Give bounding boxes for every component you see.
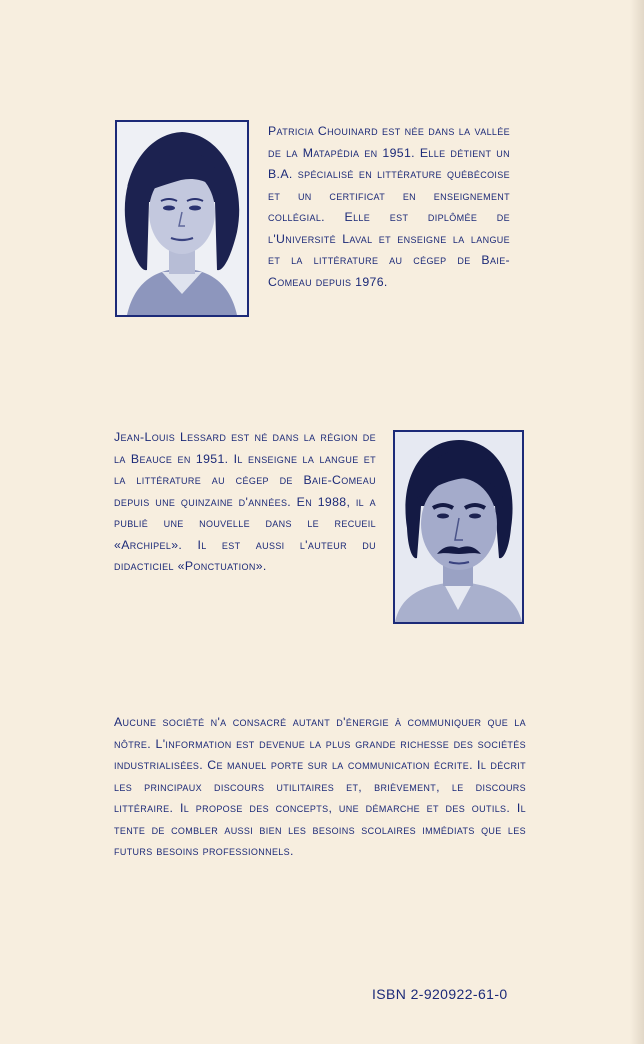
- author2-bio: [114, 427, 376, 578]
- author2-photo: [393, 430, 524, 624]
- book-summary-text: Aucune société n'a consacré autant d'énergie à communiquer que la nôtre. L'information est devenue la plus grande richesse des sociétés industrialisées. Ce manuel porte sur la communication écrite. Il décrit les principaux discours utilitaires et, brièvement, le discours littéraire. Il propose des concepts, une démarche et des outils. Il tente de combler aussi bien les besoins scolaires immédiats que les futurs besoins professionnels.: [114, 715, 526, 858]
- author1-bio: [268, 121, 510, 293]
- isbn: ISBN 2-920922-61-0: [372, 986, 508, 1002]
- author1-photo: [115, 120, 249, 317]
- author2-bio-text: Jean-Louis Lessard est né dans la région de la Beauce en 1951. Il enseigne la langue et la littérature au cégep de Baie-Comeau depuis une quinzaine d'années. En 1988, il a publié une nouvelle dans le recueil «Archipel». Il est aussi l'auteur du didacticiel «Ponctuation».: [114, 430, 376, 573]
- author1-bio-text: Patricia Chouinard est née dans la vallée de la Matapédia en 1951. Elle détient un B.A. spécialisé en littérature québécoise et un certificat en enseignement collégial. Elle est diplômée de l'Université Laval et enseigne la langue et la littérature au cégep de Baie-Comeau depuis 1976.: [268, 124, 510, 289]
- book-summary: [114, 712, 526, 863]
- page-edge-shadow: [630, 0, 644, 1044]
